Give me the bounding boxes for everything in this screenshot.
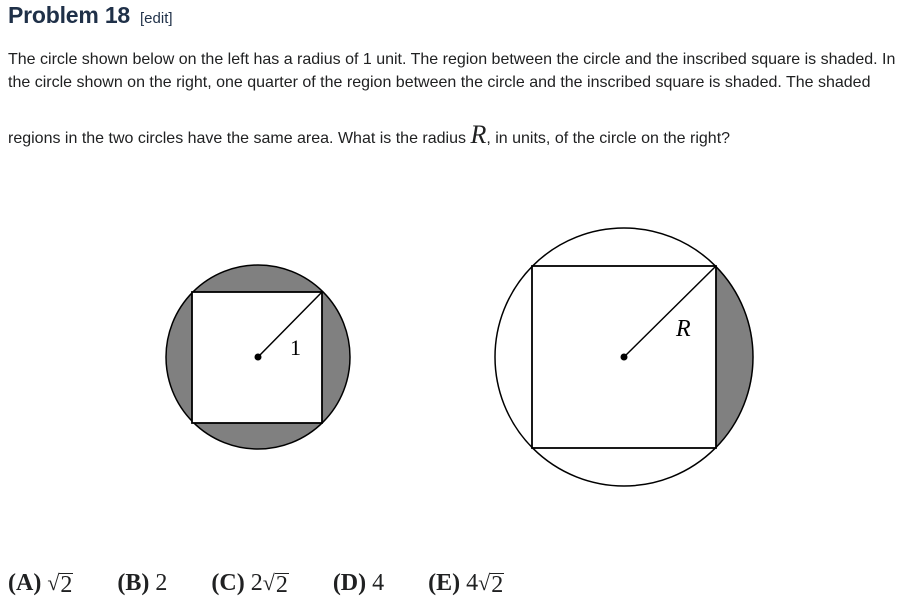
problem-text-line-3-end: , in units, of the circle on the right? [486, 130, 731, 147]
choice-b [117, 570, 167, 597]
choice-c [211, 570, 288, 597]
choice-e-coefficient: 4 [466, 570, 479, 596]
choice-e-letter: (E) [428, 570, 461, 596]
problem-heading [8, 2, 173, 34]
problem-title: Problem 18 [8, 2, 130, 28]
problem-text-line-2: the circle shown on the right, one quarter of the region between the circle and the inscribed square is shaded. The shaded [8, 74, 871, 91]
right-radius-label: R [676, 316, 691, 342]
problem-text-line-3-start: regions in the two circles have the same area. What is the radius [8, 130, 471, 147]
choice-e [428, 570, 504, 597]
choice-c-sqrt: √ 2 [262, 570, 288, 598]
right-radius-line [624, 266, 716, 357]
choice-d [333, 570, 384, 597]
choice-c-radicand: 2 [275, 572, 288, 598]
choice-a-radicand: 2 [60, 572, 73, 598]
edit-open-bracket: [ [140, 10, 145, 27]
edit-section [140, 10, 173, 27]
answer-choices [8, 570, 504, 602]
choice-b-letter: (B) [117, 570, 150, 596]
problem-text-line-3 [8, 120, 731, 150]
choice-b-value: 2 [155, 570, 168, 596]
choice-d-value: 4 [372, 570, 385, 596]
choice-e-radicand: 2 [491, 572, 504, 598]
right-shaded-segment [716, 266, 754, 448]
right-center-dot [621, 354, 628, 361]
radius-variable: R [470, 120, 487, 149]
choice-c-coefficient: 2 [250, 570, 263, 596]
problem-figure [0, 200, 900, 500]
choice-e-sqrt: √ 2 [478, 570, 504, 598]
choice-c-letter: (C) [211, 570, 245, 596]
left-radius-label: 1 [290, 335, 301, 360]
left-center-dot [255, 354, 262, 361]
choice-a-sqrt: √ 2 [47, 570, 73, 598]
problem-text-line-1: The circle shown below on the left has a radius of 1 unit. The region between the circle and the inscribed square is shaded. In [8, 51, 896, 68]
edit-close-bracket: ] [168, 10, 173, 27]
edit-link[interactable]: edit [144, 10, 169, 27]
choice-d-letter: (D) [332, 570, 367, 596]
choice-a-letter: (A) [8, 570, 42, 596]
left-figure [166, 265, 350, 449]
right-figure [495, 228, 754, 486]
choice-a [8, 570, 73, 597]
